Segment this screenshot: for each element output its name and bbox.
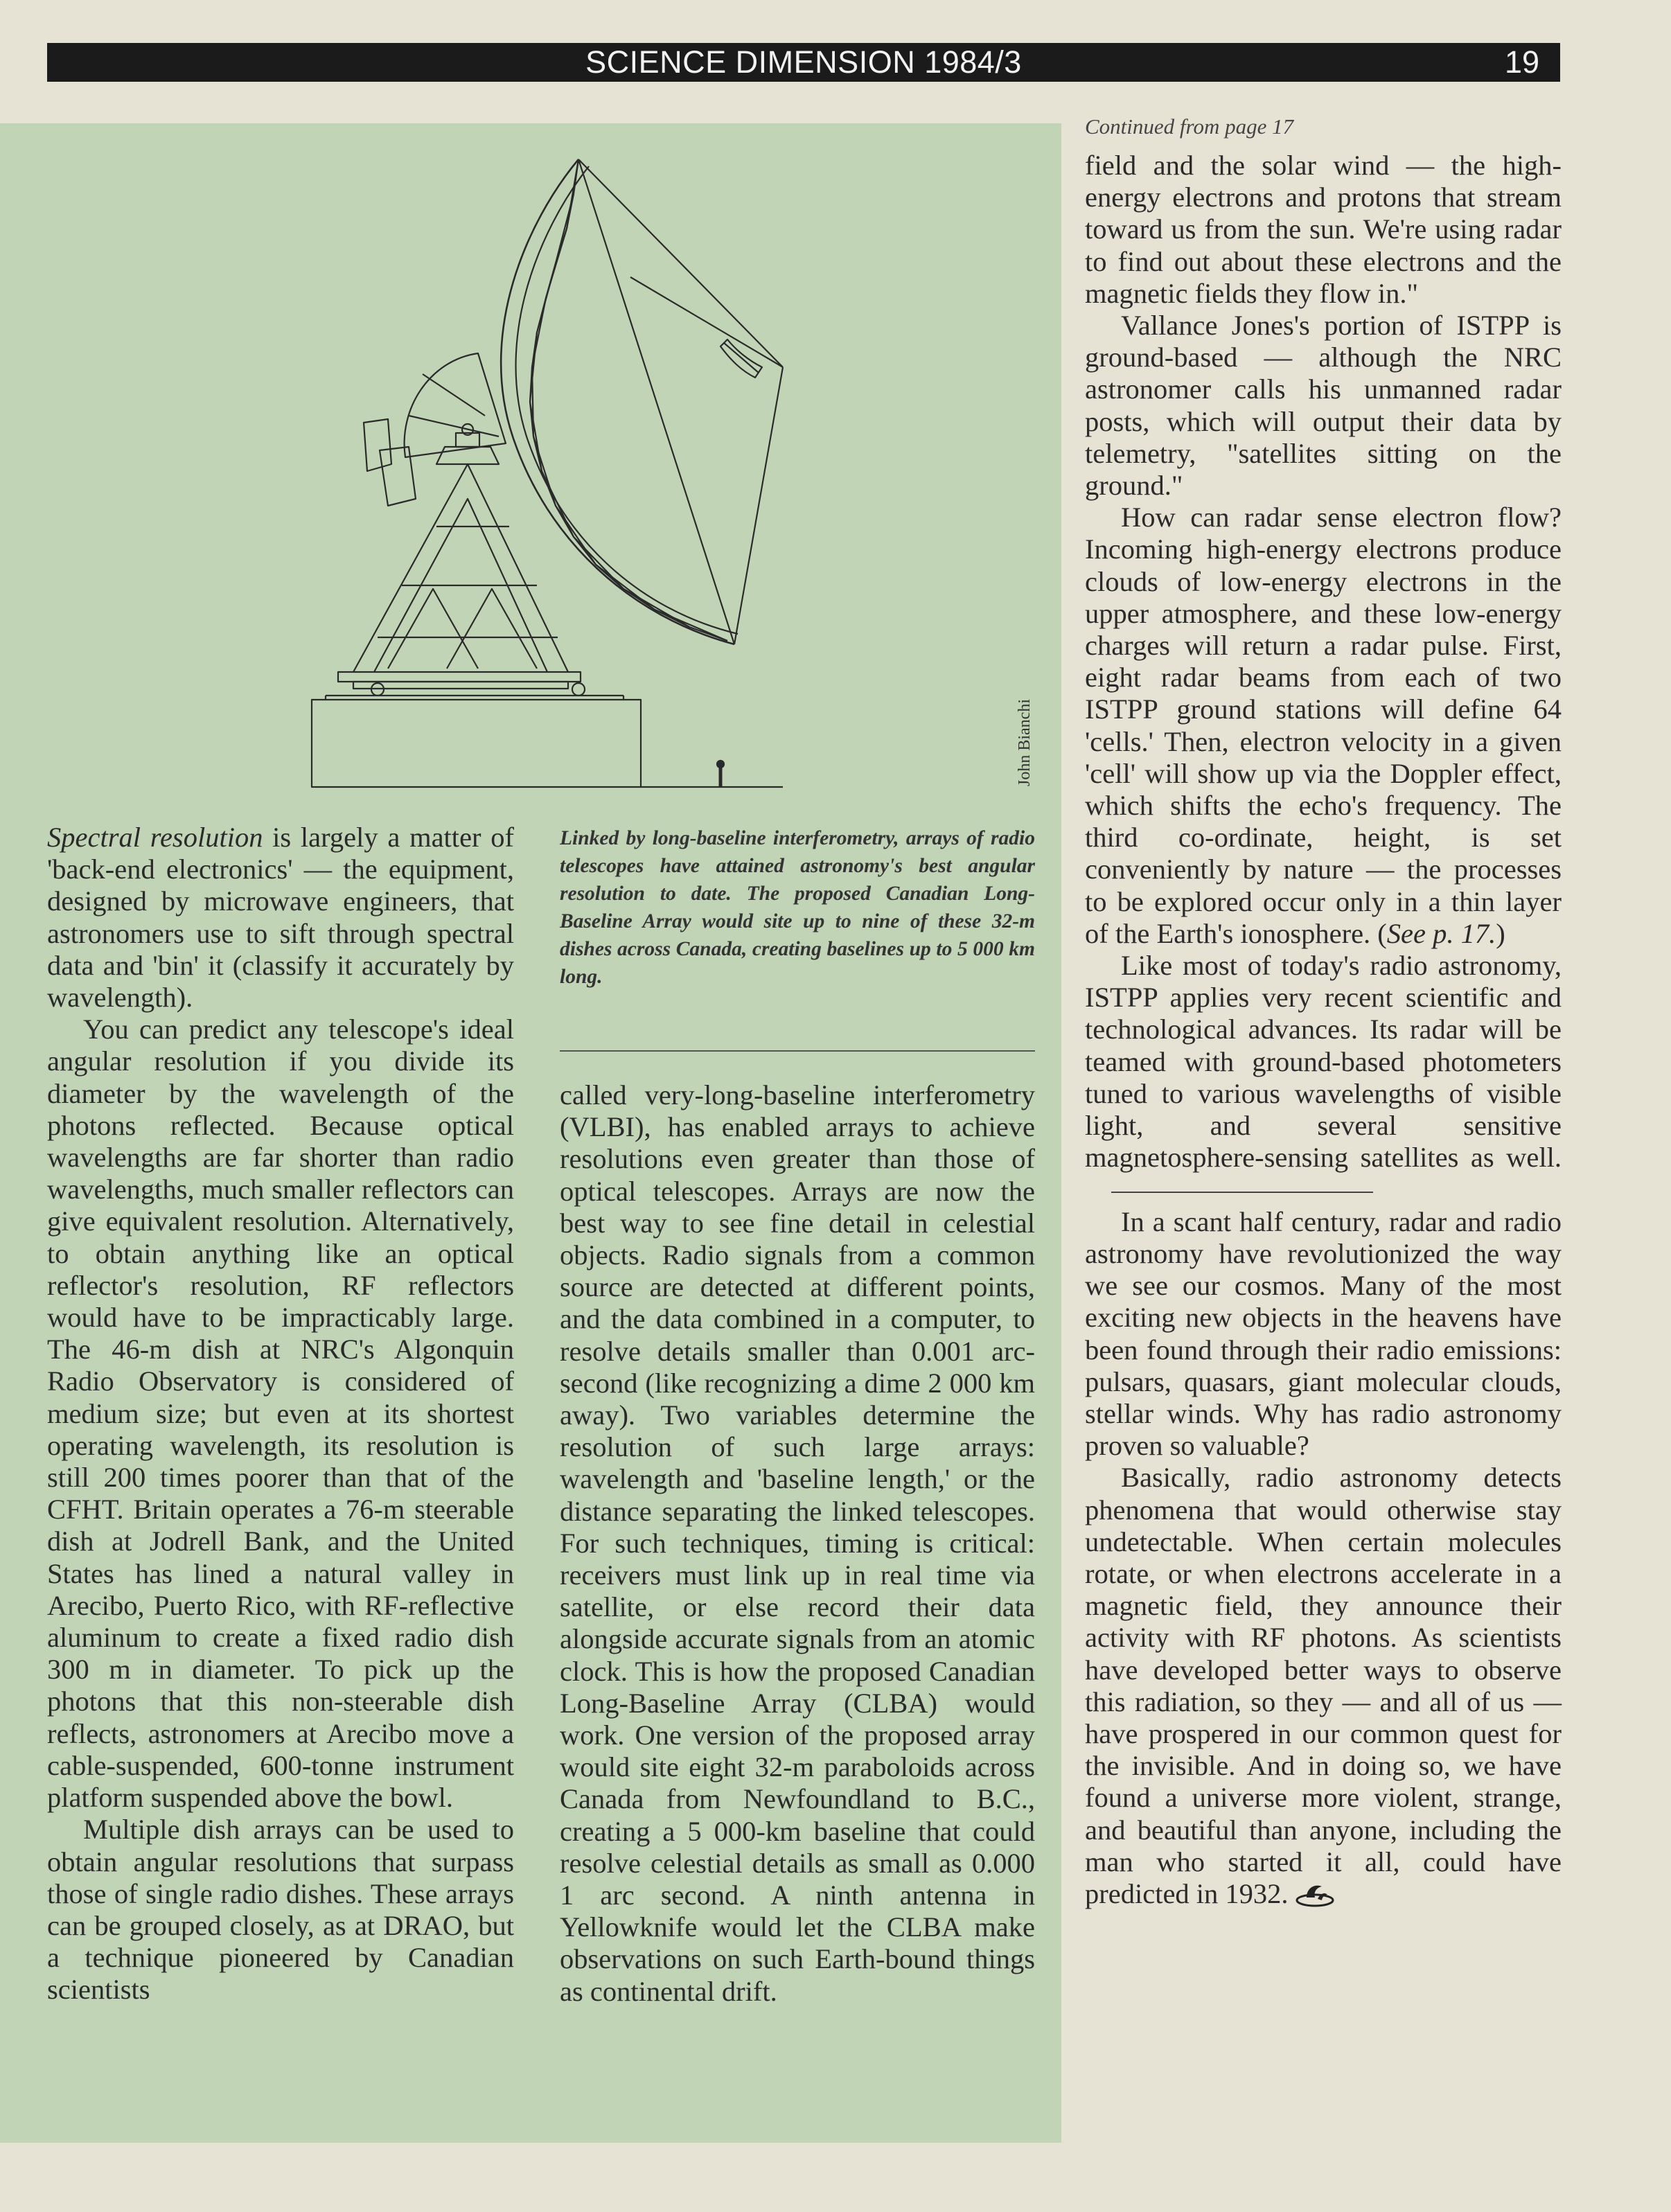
science-dimension-logo-icon [1294,1882,1336,1909]
cross-reference: See p. 17. [1386,917,1496,949]
paragraph [1085,502,1562,950]
paragraph: field and the solar wind — the high-energy electrons and protons that stream toward us from the sun. We're using radar to find out about these electrons and the magnetic fields they flow in." [1085,150,1562,309]
paragraph: Multiple dish arrays can be used to obtain angular resolutions that surpass those of single radio dishes. These arrays can be grouped closely, as at DRAO, but a technique pioneered by Canadian scientists [47,1814,514,2006]
paragraph-text: ) [1496,917,1505,949]
spectral-resolution-term: Spectral resolution [47,822,263,853]
paragraph: Vallance Jones's portion of ISTPP is ground-based — although the NRC astronomer calls his unmanned radar posts, which will output their data by telemetry, "satellites sitting on the ground." [1085,310,1562,502]
article-column-1 [47,822,514,2006]
paragraph-text: is largely a matter of 'back-end electronics' — the equipment, designed by microwave engineers, that astronomers use to sift through spectral data and 'bin' it (classify it accurately by wavelength). [47,822,514,1014]
caption-divider [560,1050,1035,1052]
article-column-2 [560,1079,1035,2008]
paragraph-text: Basically, radio astronomy detects phenomena that would otherwise stay undetectable. When certain molecules rotate, or when electrons accelerate in a magnetic field, they announce their activity with RF photons. As scientists have developed better ways to observe this radiation, so they — and all of us — have prospered in our common quest for the invisible. And in doing so, we have found a universe more violent, strange, and beautiful than anyone, including the man who started it all, could have predicted in 1932. [1085,1462,1562,1909]
paragraph: In a scant half century, radar and radio astronomy have revolutionized the way we see our cosmos. Many of the most exciting new objects in the heavens have been found through their radio emissions: pulsars, quasars, giant molecular clouds, stellar winds. Why has radio astronomy proven so valuable? [1085,1205,1562,1462]
paragraph: called very-long-baseline interferometry (VLBI), has enabled arrays to achieve resolutions even greater than those of optical telescopes. Arrays are now the best way to see fine detail in celestial objects. Radio signals from a common source are detected at different points, and the data combined in a computer, to resolve details smaller than 0.001 arc-second (like recognizing a dime 2 000 km away). Two variables determine the resolution of such large arrays: wavelength and 'baseline length,' or the distance separating the linked telescopes. For such techniques, timing is critical: receivers must link up in real time via satellite, or else record their data alongside accurate signals from an atomic clock. This is how the proposed Canadian Long-Baseline Array (CLBA) would work. One version of the proposed array would site eight 32-m paraboloids across Canada from Newfoundland to B.C., creating a 5 000-km baseline that could resolve celestial details as small as 0.000 1 arc second. A ninth antenna in Yellowknife would let the CLBA make observations on such Earth-bound things as continental drift. [560,1079,1035,2007]
illustration-credit: John Bianchi [1016,699,1034,786]
radio-telescope-dish-drawing [298,139,797,804]
publication-title: SCIENCE DIMENSION 1984/3 [585,44,1022,80]
figure-caption: Linked by long-baseline interferometry, arrays of radio telescopes have attained astronomy's best angular resolution to date. The proposed Canadian Long-Baseline Array would site up to nine of these 32-m dishes across Canada, creating baselines up to 5 000 km long. [560,827,1035,988]
paragraph [1085,1462,1562,1910]
article-column-3 [1085,150,1562,1910]
running-header [47,43,1560,82]
paragraph [47,822,514,1014]
page-number: 19 [1504,44,1539,80]
paragraph: You can predict any telescope's ideal angular resolution if you divide its diameter by the wavelength of the photons reflected. Because optical wavelengths are far shorter than radio wavelengths, much smaller reflectors can give equivalent resolution. Alternatively, to obtain anything like an optical reflector's resolution, RF reflectors would have to be impracticably large. The 46-m dish at NRC's Algonquin Radio Observatory is considered of medium size; but even at its shortest operating wavelength, its resolution is still 200 times poorer than that of the CFHT. Britain operates a 76-m steerable dish at Jodrell Bank, and the United States has lined a natural valley in Arecibo, Puerto Rico, with RF-reflective aluminum to create a fixed radio dish 300 m in diameter. To pick up the photons that this non-steerable dish reflects, astronomers at Arecibo move a cable-suspended, 600-tonne instrument platform suspended above the bowl. [47,1014,514,1814]
section-divider [1111,1192,1373,1193]
paragraph-text: Like most of today's radio astronomy, ISTPP applies very recent scientific and technological advances. Its radar will be teamed with ground-based photometers tuned to various wavelengths of visible light, and several sensitive magnetosphere-sensing satellites as well. [1085,950,1562,1174]
paragraph [1085,950,1562,1206]
continued-from-note: Continued from page 17 [1085,114,1294,139]
paragraph-text: How can radar sense electron flow? Incoming high-energy electrons produce clouds of low-energy electrons in the upper atmosphere, and these low-energy charges will return a radar pulse. First, eight radar beams from each of two ISTPP ground stations will define 64 'cells.' Then, electron velocity in a given 'cell' will show up via the Doppler effect, which shifts the echo's frequency. The third co-ordinate, height, is set conveniently by nature — the processes to be explored occur only in a thin layer of the Earth's ionosphere. ( [1085,502,1562,949]
